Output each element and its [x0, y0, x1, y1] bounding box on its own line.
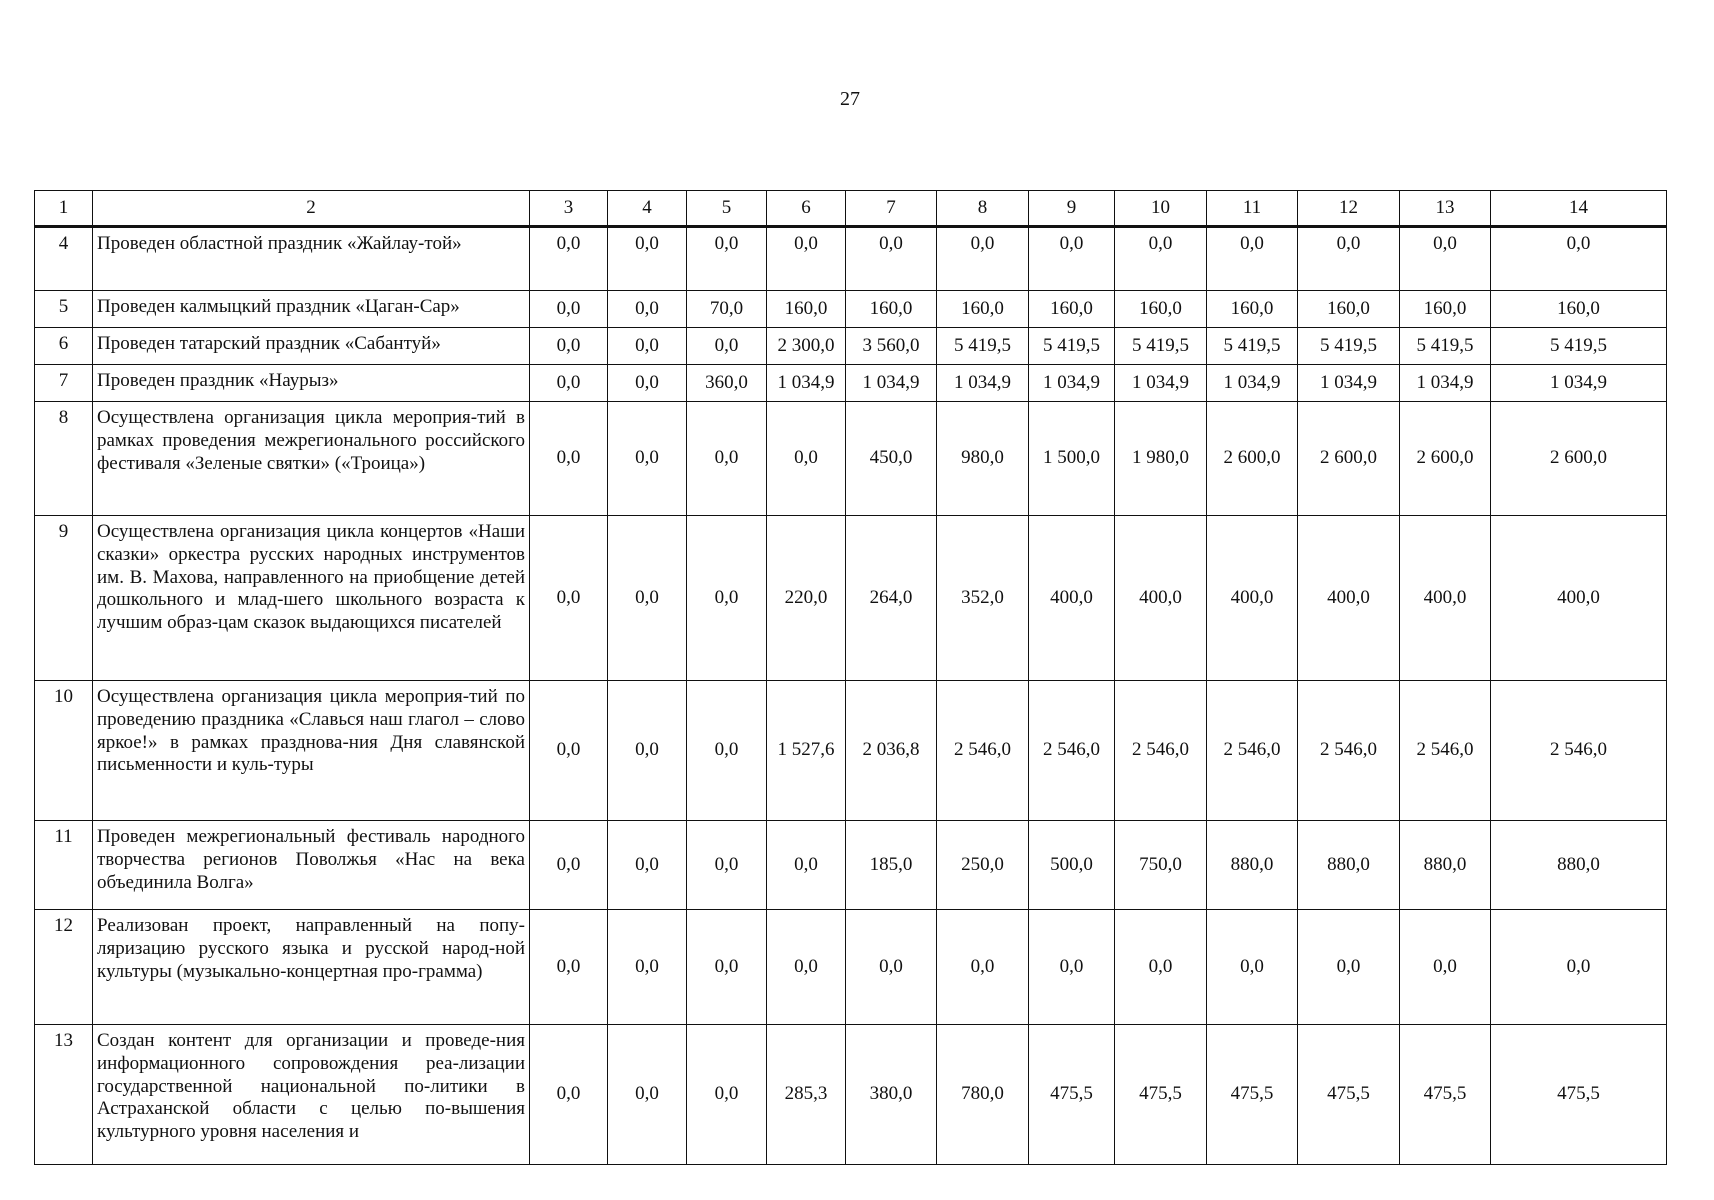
value-cell: 5 419,5	[1115, 328, 1207, 365]
row-number: 4	[35, 227, 93, 291]
value-cell: 0,0	[1400, 910, 1491, 1025]
value-cell: 1 034,9	[1400, 365, 1491, 402]
row-description: Осуществлена организация цикла мероприя-тий по проведению праздника «Славься наш глагол – слово яркое!» в рамках празднова-ния Дня славянской письменности и куль-туры	[93, 681, 530, 821]
value-cell: 1 034,9	[1298, 365, 1400, 402]
value-cell: 0,0	[687, 227, 767, 291]
value-cell: 0,0	[608, 328, 687, 365]
value-cell: 3 560,0	[846, 328, 937, 365]
value-cell: 160,0	[1400, 291, 1491, 328]
value-cell: 750,0	[1115, 821, 1207, 910]
value-cell: 264,0	[846, 516, 937, 681]
value-cell: 0,0	[530, 328, 608, 365]
row-number: 13	[35, 1025, 93, 1165]
value-cell: 0,0	[687, 821, 767, 910]
value-cell: 2 036,8	[846, 681, 937, 821]
column-header: 5	[687, 191, 767, 227]
value-cell: 2 546,0	[1400, 681, 1491, 821]
value-cell: 285,3	[767, 1025, 846, 1165]
value-cell: 5 419,5	[1298, 328, 1400, 365]
value-cell: 250,0	[937, 821, 1029, 910]
row-description: Проведен татарский праздник «Сабантуй»	[93, 328, 530, 365]
value-cell: 0,0	[530, 516, 608, 681]
value-cell: 0,0	[1207, 910, 1298, 1025]
value-cell: 5 419,5	[1400, 328, 1491, 365]
value-cell: 880,0	[1207, 821, 1298, 910]
value-cell: 360,0	[687, 365, 767, 402]
value-cell: 1 034,9	[937, 365, 1029, 402]
row-description: Проведен межрегиональный фестиваль народного творчества регионов Поволжья «Нас на века объединила Волга»	[93, 821, 530, 910]
value-cell: 0,0	[1029, 910, 1115, 1025]
value-cell: 0,0	[1029, 227, 1115, 291]
value-cell: 5 419,5	[937, 328, 1029, 365]
value-cell: 0,0	[1298, 910, 1400, 1025]
value-cell: 70,0	[687, 291, 767, 328]
value-cell: 475,5	[1491, 1025, 1667, 1165]
value-cell: 400,0	[1491, 516, 1667, 681]
value-cell: 0,0	[530, 402, 608, 516]
row-number: 11	[35, 821, 93, 910]
value-cell: 0,0	[1400, 227, 1491, 291]
value-cell: 1 500,0	[1029, 402, 1115, 516]
value-cell: 1 034,9	[1207, 365, 1298, 402]
data-table	[34, 190, 1667, 1165]
row-description: Проведен областной праздник «Жайлау-той»	[93, 227, 530, 291]
value-cell: 160,0	[1207, 291, 1298, 328]
table-row	[35, 227, 1667, 291]
value-cell: 5 419,5	[1207, 328, 1298, 365]
column-header: 3	[530, 191, 608, 227]
value-cell: 2 546,0	[1491, 681, 1667, 821]
value-cell: 400,0	[1115, 516, 1207, 681]
value-cell: 0,0	[846, 910, 937, 1025]
row-description: Реализован проект, направленный на попу-ляризацию русского языка и русской народ-ной культуры (музыкально-концертная про-грамма)	[93, 910, 530, 1025]
column-header: 11	[1207, 191, 1298, 227]
value-cell: 0,0	[530, 1025, 608, 1165]
row-description: Проведен праздник «Наурыз»	[93, 365, 530, 402]
value-cell: 0,0	[687, 402, 767, 516]
value-cell: 500,0	[1029, 821, 1115, 910]
value-cell: 160,0	[1115, 291, 1207, 328]
header-row	[35, 191, 1667, 227]
value-cell: 400,0	[1400, 516, 1491, 681]
value-cell: 0,0	[1115, 227, 1207, 291]
value-cell: 1 527,6	[767, 681, 846, 821]
value-cell: 0,0	[846, 227, 937, 291]
row-description: Проведен калмыцкий праздник «Цаган-Сар»	[93, 291, 530, 328]
value-cell: 2 546,0	[1298, 681, 1400, 821]
value-cell: 400,0	[1298, 516, 1400, 681]
row-number: 7	[35, 365, 93, 402]
value-cell: 1 034,9	[1029, 365, 1115, 402]
table-row	[35, 681, 1667, 821]
column-header: 12	[1298, 191, 1400, 227]
value-cell: 475,5	[1298, 1025, 1400, 1165]
value-cell: 475,5	[1400, 1025, 1491, 1165]
column-header: 13	[1400, 191, 1491, 227]
value-cell: 160,0	[1029, 291, 1115, 328]
value-cell: 2 300,0	[767, 328, 846, 365]
value-cell: 400,0	[1207, 516, 1298, 681]
value-cell: 0,0	[608, 227, 687, 291]
table-row	[35, 821, 1667, 910]
row-number: 8	[35, 402, 93, 516]
column-header: 14	[1491, 191, 1667, 227]
value-cell: 0,0	[608, 910, 687, 1025]
value-cell: 0,0	[937, 227, 1029, 291]
value-cell: 880,0	[1400, 821, 1491, 910]
value-cell: 1 980,0	[1115, 402, 1207, 516]
value-cell: 0,0	[767, 402, 846, 516]
row-description: Осуществлена организация цикла мероприя-тий в рамках проведения межрегионального российского фестиваля «Зеленые святки» («Троица»)	[93, 402, 530, 516]
value-cell: 780,0	[937, 1025, 1029, 1165]
value-cell: 0,0	[767, 821, 846, 910]
table-row	[35, 1025, 1667, 1165]
column-header: 1	[35, 191, 93, 227]
value-cell: 450,0	[846, 402, 937, 516]
column-header: 10	[1115, 191, 1207, 227]
value-cell: 0,0	[530, 821, 608, 910]
value-cell: 0,0	[608, 821, 687, 910]
value-cell: 0,0	[1115, 910, 1207, 1025]
value-cell: 160,0	[1298, 291, 1400, 328]
row-number: 12	[35, 910, 93, 1025]
value-cell: 0,0	[767, 910, 846, 1025]
row-number: 10	[35, 681, 93, 821]
value-cell: 2 600,0	[1207, 402, 1298, 516]
row-description: Осуществлена организация цикла концертов «Наши сказки» оркестра русских народных инструментов им. В. Махова, направленного на приобщение детей дошкольного и млад-шего школьного возраста к лучшим образ-цам сказок выдающихся писателей	[93, 516, 530, 681]
column-header: 6	[767, 191, 846, 227]
value-cell: 400,0	[1029, 516, 1115, 681]
value-cell: 220,0	[767, 516, 846, 681]
row-description: Создан контент для организации и проведе-ния информационного сопровождения реа-лизации государственной национальной по-литики в Астраханской области с целью по-вышения культурного уровня населения и	[93, 1025, 530, 1165]
value-cell: 160,0	[937, 291, 1029, 328]
value-cell: 2 600,0	[1400, 402, 1491, 516]
value-cell: 5 419,5	[1491, 328, 1667, 365]
column-header: 9	[1029, 191, 1115, 227]
value-cell: 0,0	[608, 516, 687, 681]
table-row	[35, 328, 1667, 365]
row-number: 5	[35, 291, 93, 328]
value-cell: 160,0	[1491, 291, 1667, 328]
value-cell: 0,0	[1298, 227, 1400, 291]
value-cell: 0,0	[767, 227, 846, 291]
value-cell: 0,0	[687, 681, 767, 821]
value-cell: 1 034,9	[1491, 365, 1667, 402]
value-cell: 0,0	[608, 1025, 687, 1165]
value-cell: 0,0	[608, 365, 687, 402]
column-header: 4	[608, 191, 687, 227]
column-header: 7	[846, 191, 937, 227]
value-cell: 0,0	[1491, 910, 1667, 1025]
value-cell: 0,0	[530, 910, 608, 1025]
value-cell: 0,0	[530, 291, 608, 328]
value-cell: 2 546,0	[937, 681, 1029, 821]
column-header: 2	[93, 191, 530, 227]
table-row	[35, 910, 1667, 1025]
value-cell: 880,0	[1491, 821, 1667, 910]
value-cell: 1 034,9	[767, 365, 846, 402]
value-cell: 0,0	[937, 910, 1029, 1025]
row-number: 6	[35, 328, 93, 365]
value-cell: 475,5	[1207, 1025, 1298, 1165]
value-cell: 160,0	[846, 291, 937, 328]
value-cell: 185,0	[846, 821, 937, 910]
value-cell: 475,5	[1029, 1025, 1115, 1165]
value-cell: 0,0	[1207, 227, 1298, 291]
column-header: 8	[937, 191, 1029, 227]
value-cell: 380,0	[846, 1025, 937, 1165]
value-cell: 2 546,0	[1029, 681, 1115, 821]
value-cell: 5 419,5	[1029, 328, 1115, 365]
value-cell: 0,0	[687, 328, 767, 365]
page-number: 27	[840, 88, 860, 110]
value-cell: 160,0	[767, 291, 846, 328]
value-cell: 0,0	[608, 291, 687, 328]
value-cell: 2 546,0	[1207, 681, 1298, 821]
value-cell: 0,0	[608, 681, 687, 821]
value-cell: 2 600,0	[1298, 402, 1400, 516]
value-cell: 0,0	[530, 227, 608, 291]
value-cell: 0,0	[687, 1025, 767, 1165]
row-number: 9	[35, 516, 93, 681]
table-row	[35, 402, 1667, 516]
value-cell: 475,5	[1115, 1025, 1207, 1165]
value-cell: 1 034,9	[846, 365, 937, 402]
table-row	[35, 291, 1667, 328]
table-row	[35, 516, 1667, 681]
value-cell: 0,0	[530, 681, 608, 821]
value-cell: 352,0	[937, 516, 1029, 681]
value-cell: 880,0	[1298, 821, 1400, 910]
value-cell: 0,0	[1491, 227, 1667, 291]
value-cell: 0,0	[608, 402, 687, 516]
value-cell: 2 546,0	[1115, 681, 1207, 821]
value-cell: 980,0	[937, 402, 1029, 516]
value-cell: 0,0	[530, 365, 608, 402]
value-cell: 0,0	[687, 910, 767, 1025]
value-cell: 1 034,9	[1115, 365, 1207, 402]
value-cell: 0,0	[687, 516, 767, 681]
value-cell: 2 600,0	[1491, 402, 1667, 516]
table-row	[35, 365, 1667, 402]
